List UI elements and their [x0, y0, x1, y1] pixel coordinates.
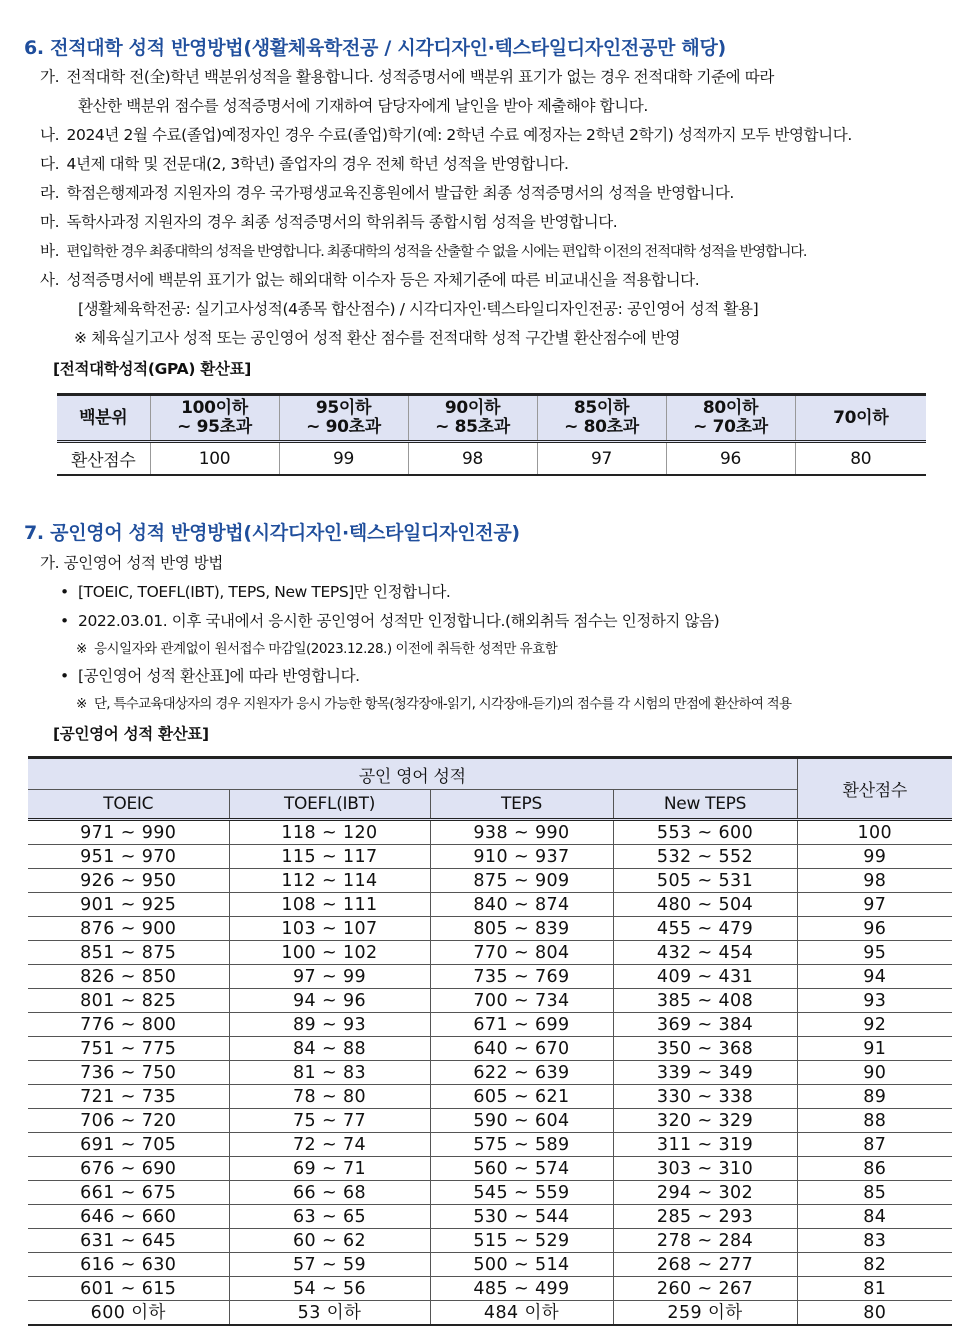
gpa-score-cell: 98	[408, 442, 537, 476]
toeic-cell: 661 ~ 675	[28, 1181, 229, 1205]
table-row	[28, 820, 952, 845]
new-teps-header: New TEPS	[613, 790, 797, 820]
item-ga-cont: 환산한 백분위 점수를 성적증명서에 기재하여 담당자에게 날인을 받아 제출해야 합니다.	[78, 97, 648, 115]
new-teps-cell: 268 ~ 277	[613, 1253, 797, 1277]
toeic-cell: 736 ~ 750	[28, 1061, 229, 1085]
toeic-cell: 801 ~ 825	[28, 989, 229, 1013]
table-row	[28, 1301, 952, 1326]
bullet-item: • [TOEIC, TOEFL(IBT), TEPS, New TEPS]만 인정합니다.	[60, 583, 451, 601]
table-row	[28, 1205, 952, 1229]
gpa-score-cell: 96	[666, 442, 795, 476]
converted-score-cell: 82	[797, 1253, 952, 1277]
teps-cell: 671 ~ 699	[430, 1013, 613, 1037]
gpa-score-cell: 97	[537, 442, 666, 476]
table-row	[28, 1157, 952, 1181]
converted-score-cell: 94	[797, 965, 952, 989]
table-row	[28, 1181, 952, 1205]
toeic-cell: 676 ~ 690	[28, 1157, 229, 1181]
teps-cell: 875 ~ 909	[430, 869, 613, 893]
table-row	[28, 989, 952, 1013]
teps-header: TEPS	[430, 790, 613, 820]
toefl-cell: 63 ~ 65	[229, 1205, 430, 1229]
toeic-cell: 616 ~ 630	[28, 1253, 229, 1277]
toeic-cell: 691 ~ 705	[28, 1133, 229, 1157]
gpa-column-header: 80이하 ~ 70초과	[666, 395, 795, 442]
converted-score-cell: 86	[797, 1157, 952, 1181]
teps-cell: 700 ~ 734	[430, 989, 613, 1013]
table-row	[28, 1133, 952, 1157]
toeic-cell: 776 ~ 800	[28, 1013, 229, 1037]
toeic-cell: 601 ~ 615	[28, 1277, 229, 1301]
table-row	[28, 845, 952, 869]
item-marker: 마.	[40, 213, 60, 231]
teps-cell: 938 ~ 990	[430, 820, 613, 845]
converted-score-cell: 84	[797, 1205, 952, 1229]
toefl-cell: 78 ~ 80	[229, 1085, 430, 1109]
converted-score-cell: 99	[797, 845, 952, 869]
toefl-cell: 84 ~ 88	[229, 1037, 430, 1061]
item-text: 2024년 2월 수료(졸업)예정자인 경우 수료(졸업)학기(예: 2학년 수료 예정자는 2학년 2학기) 성적까지 모두 반영합니다.	[66, 126, 852, 144]
converted-score-cell: 100	[797, 820, 952, 845]
gpa-score-cell: 99	[279, 442, 408, 476]
teps-cell: 575 ~ 589	[430, 1133, 613, 1157]
item-marker: 사.	[40, 271, 60, 289]
teps-cell: 735 ~ 769	[430, 965, 613, 989]
toeic-cell: 646 ~ 660	[28, 1205, 229, 1229]
table-row	[28, 1109, 952, 1133]
new-teps-cell: 311 ~ 319	[613, 1133, 797, 1157]
new-teps-cell: 455 ~ 479	[613, 917, 797, 941]
toefl-header: TOEFL(IBT)	[229, 790, 430, 820]
gpa-table-label: [전적대학성적(GPA) 환산표]	[53, 360, 252, 378]
teps-cell: 500 ~ 514	[430, 1253, 613, 1277]
note-item: ※ 응시일자와 관계없이 원서접수 마감일(2023.12.28.) 이전에 취득한 성적만 유효함	[76, 641, 558, 657]
table-row	[28, 1253, 952, 1277]
toefl-cell: 54 ~ 56	[229, 1277, 430, 1301]
converted-score-cell: 96	[797, 917, 952, 941]
table-row	[28, 893, 952, 917]
item-marker: 나.	[40, 126, 60, 144]
new-teps-cell: 330 ~ 338	[613, 1085, 797, 1109]
converted-score-cell: 85	[797, 1181, 952, 1205]
toeic-cell: 851 ~ 875	[28, 941, 229, 965]
toefl-cell: 97 ~ 99	[229, 965, 430, 989]
item-sa-note: ※ 체육실기고사 성적 또는 공인영어 성적 환산 점수를 전적대학 성적 구간별 환산점수에 반영	[74, 329, 681, 347]
table-row	[28, 1061, 952, 1085]
item-ga	[40, 67, 774, 87]
toeic-header: TOEIC	[28, 790, 229, 820]
new-teps-cell: 259 이하	[613, 1301, 797, 1326]
toeic-cell: 600 이하	[28, 1301, 229, 1326]
english-group-header: 공인 영어 성적	[28, 758, 797, 790]
toefl-cell: 81 ~ 83	[229, 1061, 430, 1085]
toeic-cell: 721 ~ 735	[28, 1085, 229, 1109]
item-da	[40, 154, 569, 174]
converted-score-cell: 83	[797, 1229, 952, 1253]
item-marker: 라.	[40, 184, 60, 202]
converted-score-cell: 89	[797, 1085, 952, 1109]
converted-score-cell: 80	[797, 1301, 952, 1326]
teps-cell: 622 ~ 639	[430, 1061, 613, 1085]
table-row	[28, 1277, 952, 1301]
gpa-row-label: 환산점수	[57, 442, 150, 476]
converted-score-cell: 98	[797, 869, 952, 893]
teps-cell: 590 ~ 604	[430, 1109, 613, 1133]
new-teps-cell: 285 ~ 293	[613, 1205, 797, 1229]
toeic-cell: 751 ~ 775	[28, 1037, 229, 1061]
converted-score-cell: 88	[797, 1109, 952, 1133]
converted-score-cell: 90	[797, 1061, 952, 1085]
teps-cell: 770 ~ 804	[430, 941, 613, 965]
toefl-cell: 118 ~ 120	[229, 820, 430, 845]
new-teps-cell: 350 ~ 368	[613, 1037, 797, 1061]
item-text: 성적증명서에 백분위 표기가 없는 해외대학 이수자 등은 자체기준에 따른 비교내신을 적용합니다.	[66, 271, 700, 289]
bullet-item: • 2022.03.01. 이후 국내에서 응시한 공인영어 성적만 인정합니다.(해외취득 점수는 인정하지 않음)	[60, 612, 720, 630]
table-row	[28, 1013, 952, 1037]
converted-score-cell: 91	[797, 1037, 952, 1061]
gpa-column-header: 85이하 ~ 80초과	[537, 395, 666, 442]
toeic-cell: 631 ~ 645	[28, 1229, 229, 1253]
converted-score-cell: 92	[797, 1013, 952, 1037]
item-ra	[40, 183, 734, 203]
teps-cell: 640 ~ 670	[430, 1037, 613, 1061]
item-text: 4년제 대학 및 전문대(2, 3학년) 졸업자의 경우 전체 학년 성적을 반영합니다.	[66, 155, 569, 173]
gpa-column-header: 95이하 ~ 90초과	[279, 395, 408, 442]
toefl-cell: 72 ~ 74	[229, 1133, 430, 1157]
table-row	[28, 917, 952, 941]
item-text: 독학사과정 지원자의 경우 최종 성적증명서의 학위취득 종합시험 성적을 반영합니다.	[66, 213, 618, 231]
teps-cell: 840 ~ 874	[430, 893, 613, 917]
english-table-label: [공인영어 성적 환산표]	[53, 725, 209, 743]
toeic-cell: 971 ~ 990	[28, 820, 229, 845]
bullet-item: • [공인영어 성적 환산표]에 따라 반영합니다.	[60, 667, 360, 685]
new-teps-cell: 505 ~ 531	[613, 869, 797, 893]
toeic-cell: 876 ~ 900	[28, 917, 229, 941]
toefl-cell: 112 ~ 114	[229, 869, 430, 893]
new-teps-cell: 409 ~ 431	[613, 965, 797, 989]
toefl-cell: 94 ~ 96	[229, 989, 430, 1013]
new-teps-cell: 303 ~ 310	[613, 1157, 797, 1181]
teps-cell: 485 ~ 499	[430, 1277, 613, 1301]
teps-cell: 560 ~ 574	[430, 1157, 613, 1181]
toefl-cell: 69 ~ 71	[229, 1157, 430, 1181]
table-row	[28, 965, 952, 989]
toefl-cell: 100 ~ 102	[229, 941, 430, 965]
item-marker: 바.	[40, 242, 60, 260]
table-row	[28, 1085, 952, 1109]
gpa-column-header: 100이하 ~ 95초과	[150, 395, 279, 442]
item-ma	[40, 212, 617, 232]
gpa-conversion-table	[57, 393, 926, 476]
teps-cell: 530 ~ 544	[430, 1205, 613, 1229]
item-marker: 가.	[40, 68, 60, 86]
new-teps-cell: 532 ~ 552	[613, 845, 797, 869]
gpa-score-row	[57, 442, 926, 476]
converted-score-cell: 93	[797, 989, 952, 1013]
toeic-cell: 951 ~ 970	[28, 845, 229, 869]
new-teps-cell: 369 ~ 384	[613, 1013, 797, 1037]
teps-cell: 515 ~ 529	[430, 1229, 613, 1253]
gpa-score-cell: 80	[795, 442, 926, 476]
new-teps-cell: 339 ~ 349	[613, 1061, 797, 1085]
item-text: 전적대학 전(全)학년 백분위성적을 활용합니다. 성적증명서에 백분위 표기가 없는 경우 전적대학 기준에 따라	[66, 68, 774, 86]
table-row	[28, 869, 952, 893]
section6-title: 6. 전적대학 성적 반영방법(생활체육학전공 / 시각디자인·텍스타일디자인전공만 해당)	[24, 37, 726, 59]
item-na	[40, 125, 852, 145]
gpa-row-head: 백분위	[57, 395, 150, 442]
converted-score-cell: 87	[797, 1133, 952, 1157]
new-teps-cell: 385 ~ 408	[613, 989, 797, 1013]
toefl-cell: 103 ~ 107	[229, 917, 430, 941]
converted-score-cell: 97	[797, 893, 952, 917]
teps-cell: 545 ~ 559	[430, 1181, 613, 1205]
note-item: ※ 단, 특수교육대상자의 경우 지원자가 응시 가능한 항목(청각장애-읽기, 시각장애-듣기)의 점수를 각 시험의 만점에 환산하여 적용	[76, 696, 792, 712]
item-ba	[40, 241, 806, 262]
new-teps-cell: 320 ~ 329	[613, 1109, 797, 1133]
toefl-cell: 115 ~ 117	[229, 845, 430, 869]
toefl-cell: 108 ~ 111	[229, 893, 430, 917]
new-teps-cell: 278 ~ 284	[613, 1229, 797, 1253]
toefl-cell: 53 이하	[229, 1301, 430, 1326]
item-sa-cont: [생활체육학전공: 실기고사성적(4종목 합산점수) / 시각디자인·텍스타일디자인전공: 공인영어 성적 활용]	[78, 300, 759, 318]
item-text: 편입학한 경우 최종대학의 성적을 반영합니다. 최종대학의 성적을 산출할 수 없을 시에는 편입학 이전의 전적대학 성적을 반영합니다.	[66, 244, 807, 260]
toefl-cell: 75 ~ 77	[229, 1109, 430, 1133]
gpa-column-header: 90이하 ~ 85초과	[408, 395, 537, 442]
toeic-cell: 826 ~ 850	[28, 965, 229, 989]
new-teps-cell: 260 ~ 267	[613, 1277, 797, 1301]
teps-cell: 484 이하	[430, 1301, 613, 1326]
new-teps-cell: 294 ~ 302	[613, 1181, 797, 1205]
table-row	[28, 941, 952, 965]
toefl-cell: 60 ~ 62	[229, 1229, 430, 1253]
item-marker: 다.	[40, 155, 60, 173]
toeic-cell: 706 ~ 720	[28, 1109, 229, 1133]
table-row	[28, 1229, 952, 1253]
toeic-cell: 926 ~ 950	[28, 869, 229, 893]
toefl-cell: 89 ~ 93	[229, 1013, 430, 1037]
new-teps-cell: 480 ~ 504	[613, 893, 797, 917]
teps-cell: 805 ~ 839	[430, 917, 613, 941]
english-score-table	[28, 756, 952, 1326]
item-sa	[40, 270, 699, 290]
gpa-score-cell: 100	[150, 442, 279, 476]
item-text: 학점은행제과정 지원자의 경우 국가평생교육진흥원에서 발급한 최종 성적증명서의 성적을 반영합니다.	[66, 184, 734, 202]
section7-subtitle: 가. 공인영어 성적 반영 방법	[40, 554, 223, 572]
toefl-cell: 66 ~ 68	[229, 1181, 430, 1205]
gpa-column-header: 70이하	[795, 395, 926, 442]
toefl-cell: 57 ~ 59	[229, 1253, 430, 1277]
toeic-cell: 901 ~ 925	[28, 893, 229, 917]
converted-score-cell: 81	[797, 1277, 952, 1301]
converted-score-header: 환산점수	[797, 758, 952, 820]
section7-title: 7. 공인영어 성적 반영방법(시각디자인·텍스타일디자인전공)	[24, 522, 520, 544]
table-row	[28, 1037, 952, 1061]
new-teps-cell: 553 ~ 600	[613, 820, 797, 845]
new-teps-cell: 432 ~ 454	[613, 941, 797, 965]
teps-cell: 910 ~ 937	[430, 845, 613, 869]
teps-cell: 605 ~ 621	[430, 1085, 613, 1109]
converted-score-cell: 95	[797, 941, 952, 965]
